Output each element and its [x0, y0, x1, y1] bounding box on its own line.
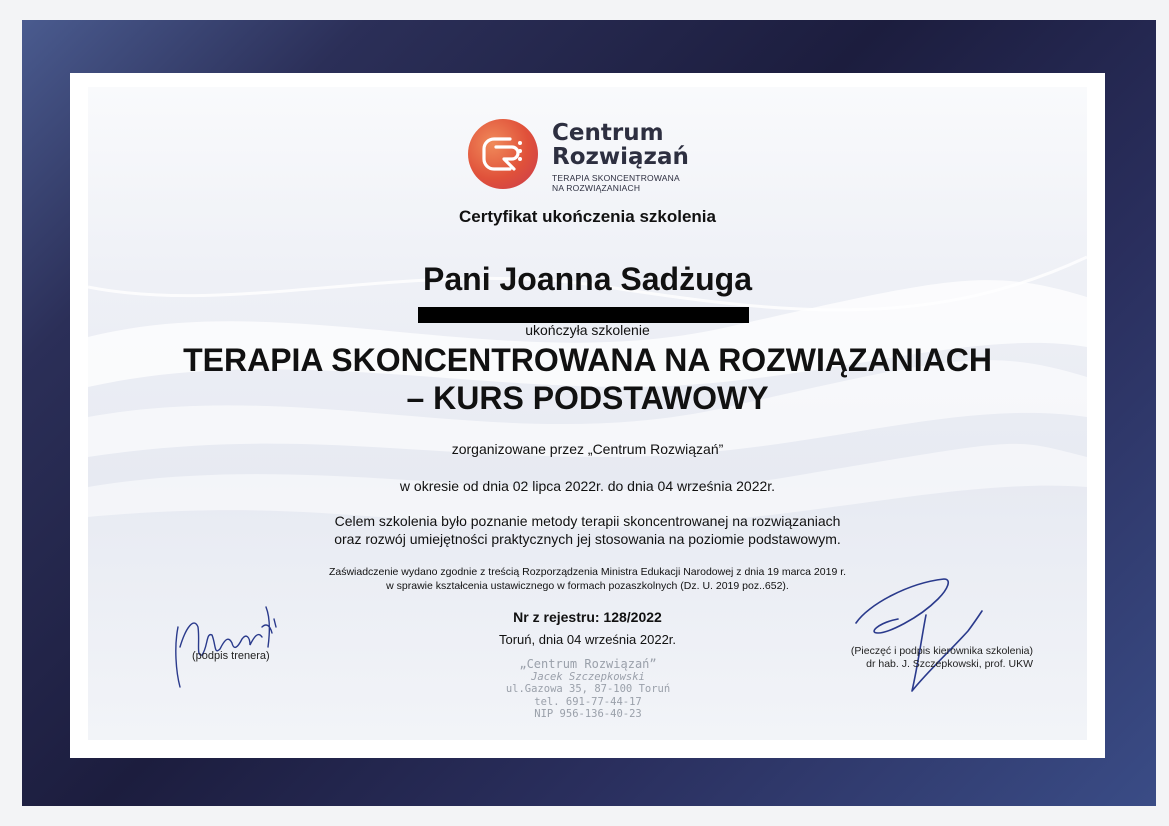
- goal-line1: Celem szkolenia było poznanie metody terapii skoncentrowanej na rozwiązaniach: [334, 513, 841, 529]
- trainer-signature-label: (podpis trenera): [192, 650, 270, 662]
- stamp-line3: ul.Gazowa 35, 87-100 Toruń: [505, 683, 671, 695]
- logo-subtitle-line1: TERAPIA SKONCENTROWANA: [552, 173, 680, 183]
- company-stamp: [468, 658, 708, 721]
- stamp-line5: NIP 956-136-40-23: [534, 708, 642, 720]
- director-signature: [848, 575, 998, 695]
- logo-title-line1: Centrum: [552, 120, 664, 146]
- recipient-name: Pani Joanna Sadżuga: [423, 261, 752, 297]
- organizer-text: zorganizowane przez „Centrum Rozwiązań”: [451, 441, 724, 457]
- redaction-bar: [418, 307, 749, 323]
- logo-circle: [468, 119, 538, 189]
- logo-subtitle-line2: NA ROZWIĄZANIACH: [552, 183, 641, 193]
- certificate-paper: [88, 87, 1087, 740]
- company-logo: [468, 119, 728, 193]
- stamp-line2: Jacek Szczepkowski: [531, 670, 645, 683]
- legal-line2: w sprawie kształcenia ustawicznego w formach pozaszkolnych (Dz. U. 2019 poz..652).: [386, 580, 789, 592]
- course-title-line1: TERAPIA SKONCENTROWANA NA ROZWIĄZANIACH: [183, 342, 992, 378]
- period-text: w okresie od dnia 02 lipca 2022r. do dnia 04 września 2022r.: [399, 478, 776, 494]
- stamp-line1: „Centrum Rozwiązań”: [519, 657, 657, 671]
- goal-line2: oraz rozwój umiejętności praktycznych jej stosowania na poziomie podstawowym.: [334, 531, 841, 547]
- director-signature-label: (Pieczęć i podpis kierownika szkolenia): [850, 645, 1033, 657]
- goal-text: [88, 512, 1087, 548]
- course-title: [88, 341, 1087, 417]
- logo-subtitle: [552, 173, 680, 193]
- trainer-signature: [166, 587, 296, 697]
- certificate-heading: Certyfikat ukończenia szkolenia: [459, 207, 716, 226]
- stamp-line4: tel. 691-77-44-17: [534, 695, 642, 708]
- legal-line1: Zaświadczenie wydano zgodnie z treścią Rozporządzenia Ministra Edukacji Narodowej z dnia 19 marca 2019 r.: [328, 566, 847, 578]
- logo-title-line2: Rozwiązań: [552, 144, 689, 170]
- course-title-line2: – KURS PODSTAWOWY: [406, 380, 769, 416]
- director-block: [823, 645, 1033, 671]
- director-name: dr hab. J. Szczepkowski, prof. UKW: [866, 658, 1033, 670]
- logo-mark-icon: [480, 133, 526, 175]
- registry-number: Nr z rejestru: 128/2022: [513, 609, 662, 625]
- logo-title: [552, 121, 689, 169]
- completed-text: ukończyła szkolenie: [525, 322, 650, 338]
- place-date: Toruń, dnia 04 września 2022r.: [498, 632, 677, 647]
